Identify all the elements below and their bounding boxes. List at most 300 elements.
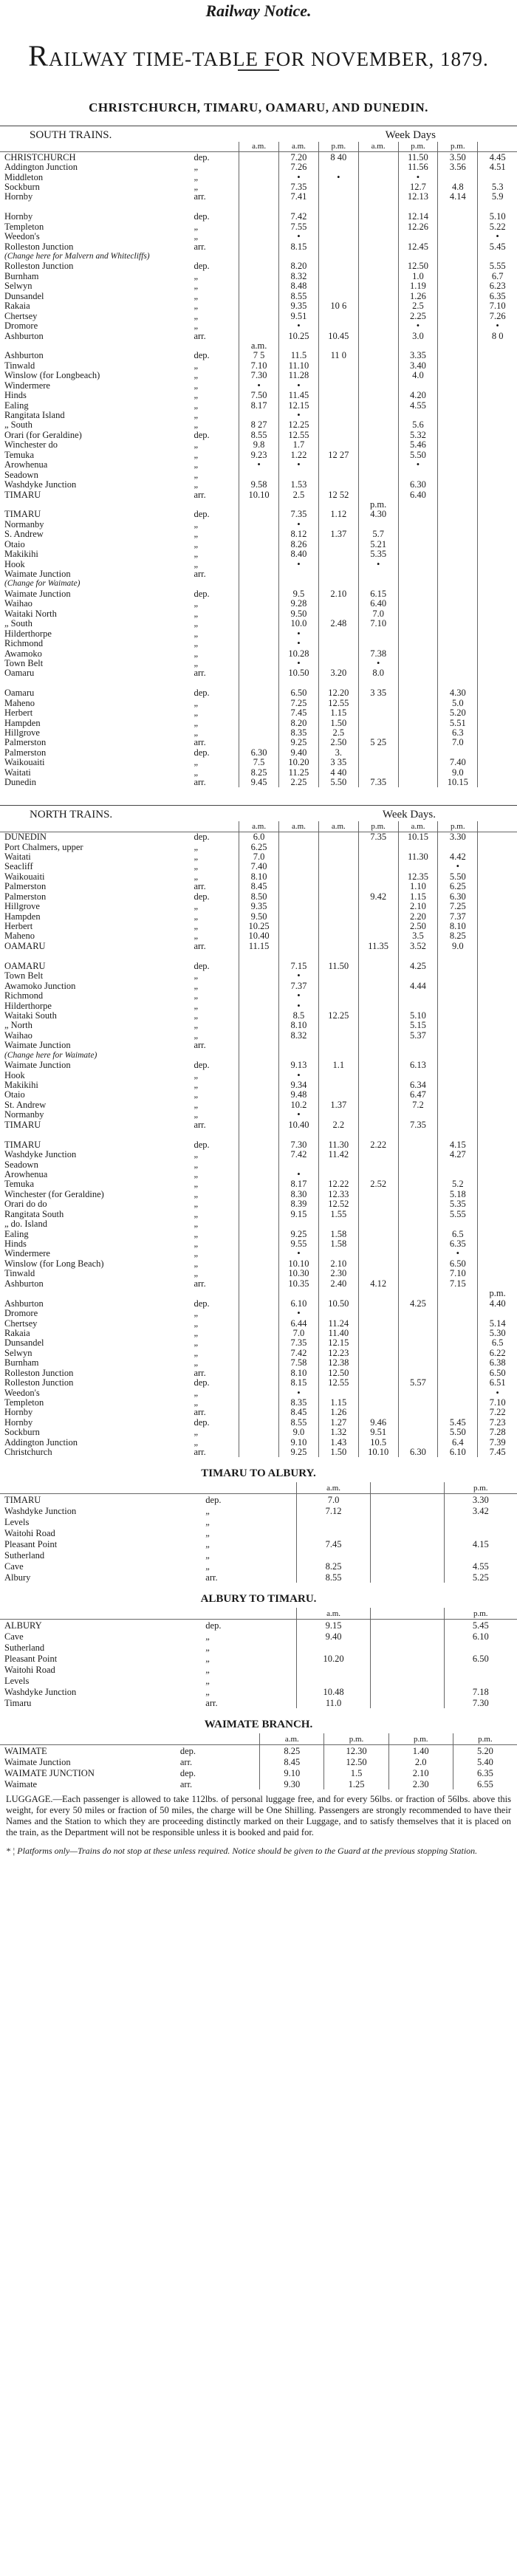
time-cell: 10.15 xyxy=(438,778,478,787)
time-cell: • xyxy=(279,559,319,569)
time-cell: • xyxy=(279,991,319,1001)
time-cell xyxy=(438,589,478,599)
time-cell xyxy=(398,659,438,668)
time-cell xyxy=(398,1159,438,1169)
arr-dep-marker: „ xyxy=(205,1538,210,1549)
time-cell xyxy=(239,1428,279,1437)
time-cell xyxy=(438,679,478,688)
time-cell xyxy=(239,1140,279,1149)
arr-dep-marker: „ xyxy=(194,172,199,182)
table-row xyxy=(0,1041,517,1050)
header-row xyxy=(0,1733,517,1745)
time-cell xyxy=(358,679,398,688)
time-cell: • xyxy=(279,381,319,391)
time-cell xyxy=(398,559,438,569)
station-name: Waitati xyxy=(4,767,31,778)
time-cell: 9.25 xyxy=(279,1229,319,1239)
arr-dep-marker: dep. xyxy=(205,1494,222,1505)
time-cell xyxy=(398,628,438,638)
time-cell xyxy=(318,648,358,658)
time-cell xyxy=(239,951,279,961)
time-cell: 6.25 xyxy=(438,882,478,891)
time-cell xyxy=(239,1001,279,1010)
station-name: Washdyke Junction xyxy=(4,1149,77,1160)
time-cell xyxy=(398,738,438,747)
time-cell xyxy=(478,411,517,420)
time-cell: 3.35 xyxy=(398,351,438,360)
table-row xyxy=(0,182,517,192)
arr-dep-marker: dep. xyxy=(194,261,210,272)
time-cell xyxy=(478,520,517,530)
time-cell xyxy=(478,371,517,380)
time-cell: 8.35 xyxy=(279,728,319,738)
column-header: a.m. xyxy=(279,142,319,152)
time-cell: 7.15 xyxy=(279,962,319,971)
time-cell xyxy=(478,1170,517,1179)
time-cell xyxy=(239,708,279,718)
station-name: Ashburton xyxy=(4,1298,44,1309)
time-cell xyxy=(398,609,438,619)
time-cell: 11.50 xyxy=(398,152,438,162)
station-name: Waihao xyxy=(4,1030,32,1041)
time-cell: a.m. xyxy=(239,341,279,351)
time-cell xyxy=(239,569,279,579)
time-cell: 7.42 xyxy=(279,1150,319,1159)
column-header: p.m. xyxy=(438,142,478,152)
table-row xyxy=(0,768,517,778)
time-cell xyxy=(398,1398,438,1408)
time-cell xyxy=(239,628,279,638)
time-cell: 8.20 xyxy=(279,718,319,727)
time-cell: 1.53 xyxy=(279,480,319,490)
time-cell: 9.25 xyxy=(279,738,319,747)
table-row xyxy=(0,708,517,718)
time-cell xyxy=(358,991,398,1001)
time-cell xyxy=(438,530,478,539)
time-cell xyxy=(438,540,478,549)
station-name: WAIMATE xyxy=(4,1745,47,1756)
time-cell: 5.18 xyxy=(438,1190,478,1199)
time-cell xyxy=(318,832,358,842)
time-cell: • xyxy=(478,1388,517,1397)
table-row xyxy=(0,589,517,599)
time-cell: 6.38 xyxy=(478,1358,517,1368)
time-cell: 11.5 xyxy=(279,351,319,360)
time-cell: 10.2 xyxy=(279,1100,319,1110)
arr-dep-marker: „ xyxy=(194,559,199,569)
header-blank xyxy=(0,1482,204,1494)
time-cell xyxy=(318,232,358,242)
time-cell xyxy=(239,668,279,678)
time-cell: 10.25 xyxy=(239,922,279,931)
arr-dep-marker: „ xyxy=(194,971,199,982)
time-cell: 7.45 xyxy=(478,1448,517,1457)
time-cell: 5.35 xyxy=(438,1199,478,1209)
time-cell xyxy=(239,500,279,510)
arr-dep-marker: dep. xyxy=(194,351,210,361)
time-cell xyxy=(239,1190,279,1199)
time-cell xyxy=(398,381,438,391)
time-cell xyxy=(279,852,319,862)
time-cell xyxy=(444,1549,517,1561)
time-cell xyxy=(239,530,279,539)
time-cell xyxy=(438,628,478,638)
time-cell xyxy=(398,768,438,778)
time-cell: 3.0 xyxy=(398,331,438,340)
time-cell xyxy=(239,1269,279,1278)
time-cell xyxy=(358,639,398,648)
arr-dep-marker: dep. xyxy=(194,688,210,699)
time-cell xyxy=(318,371,358,380)
time-cell xyxy=(478,470,517,479)
time-cell xyxy=(438,1358,478,1368)
time-cell xyxy=(239,648,279,658)
time-cell xyxy=(297,1549,371,1561)
time-cell xyxy=(239,679,279,688)
time-cell: 7 5 xyxy=(239,351,279,360)
time-cell xyxy=(438,579,478,589)
time-cell xyxy=(358,882,398,891)
time-cell xyxy=(398,639,438,648)
table-row xyxy=(0,832,517,842)
time-cell: 2.20 xyxy=(398,911,438,921)
table-row xyxy=(0,381,517,391)
time-cell xyxy=(279,931,319,941)
north-header xyxy=(0,809,517,821)
time-cell: 8.35 xyxy=(279,1398,319,1408)
time-cell xyxy=(438,1001,478,1010)
time-cell xyxy=(398,549,438,559)
time-cell: 10.40 xyxy=(279,1120,319,1130)
station-name: Hillgrove xyxy=(4,901,40,912)
time-cell: 5.2 xyxy=(438,1179,478,1189)
time-cell xyxy=(398,1229,438,1239)
table-row xyxy=(0,1620,517,1631)
time-cell xyxy=(358,431,398,440)
table-row xyxy=(0,460,517,470)
time-cell xyxy=(239,971,279,981)
time-cell xyxy=(318,1031,358,1041)
time-cell xyxy=(318,1021,358,1030)
table-row xyxy=(0,1021,517,1030)
column-header xyxy=(478,142,517,152)
time-cell: 10.15 xyxy=(398,832,438,842)
table-row xyxy=(0,981,517,990)
table-row xyxy=(0,1686,517,1697)
time-cell: 12.45 xyxy=(398,242,438,251)
time-cell: 6.50 xyxy=(478,1368,517,1378)
table-row xyxy=(0,1259,517,1269)
time-cell xyxy=(398,648,438,658)
time-cell xyxy=(358,1329,398,1338)
table-row xyxy=(0,1549,517,1561)
arr-dep-marker: „ xyxy=(194,1229,199,1239)
time-cell: 8.30 xyxy=(279,1190,319,1199)
time-cell: 11.24 xyxy=(318,1318,358,1328)
time-cell xyxy=(239,728,279,738)
table-row xyxy=(0,699,517,708)
time-cell: 6.34 xyxy=(398,1080,438,1090)
arr-dep-marker: „ xyxy=(205,1664,210,1675)
time-cell xyxy=(398,470,438,479)
station-name: Christchurch xyxy=(4,1448,52,1458)
time-cell xyxy=(398,232,438,242)
time-cell: • xyxy=(358,559,398,569)
time-cell: 8.55 xyxy=(279,292,319,301)
time-cell: • xyxy=(318,172,358,182)
time-cell xyxy=(358,1011,398,1021)
arr-dep-marker: arr. xyxy=(194,242,206,252)
time-cell xyxy=(478,1130,517,1140)
table-row xyxy=(0,1080,517,1090)
table-row xyxy=(0,549,517,559)
time-cell: • xyxy=(279,1309,319,1318)
title-text: AILWAY TIME-TABLE FOR NOVEMBER, 1879. xyxy=(48,48,489,70)
arr-dep-marker: dep. xyxy=(205,1620,222,1631)
time-cell: 10.20 xyxy=(297,1653,371,1664)
arr-dep-marker: „ xyxy=(194,1239,199,1250)
time-cell xyxy=(478,252,517,261)
time-cell: 12.22 xyxy=(318,1179,358,1189)
time-cell xyxy=(358,341,398,351)
time-cell xyxy=(239,1398,279,1408)
time-cell: 10.48 xyxy=(297,1686,371,1697)
time-cell: 7.45 xyxy=(279,708,319,718)
time-cell xyxy=(239,1150,279,1159)
time-cell: 10.35 xyxy=(279,1279,319,1289)
table-row xyxy=(0,911,517,921)
time-cell: 9.10 xyxy=(260,1767,324,1778)
time-cell: 5.21 xyxy=(358,540,398,549)
time-cell: • xyxy=(398,172,438,182)
table-row xyxy=(0,1170,517,1179)
time-cell: 2.50 xyxy=(318,738,358,747)
arr-dep-marker: „ xyxy=(194,1308,199,1319)
table-row xyxy=(0,470,517,479)
arr-dep-marker: „ xyxy=(194,1199,199,1210)
time-cell xyxy=(478,708,517,718)
arr-dep-marker: „ xyxy=(194,1149,199,1160)
time-cell: • xyxy=(478,232,517,242)
table-row xyxy=(0,202,517,212)
time-cell xyxy=(318,420,358,430)
arr-dep-marker: „ xyxy=(194,1001,199,1011)
time-cell xyxy=(318,261,358,271)
arr-dep-marker: „ xyxy=(194,460,199,470)
time-cell: • xyxy=(279,321,319,331)
time-cell xyxy=(478,971,517,981)
station-name: Winchester (for Geraldine) xyxy=(4,1189,104,1199)
time-cell: 5.30 xyxy=(478,1329,517,1338)
arr-dep-marker: „ xyxy=(194,1209,199,1219)
arr-dep-marker: „ xyxy=(194,479,199,490)
station-name: Levels xyxy=(4,1516,30,1527)
station-name: Winchester do xyxy=(4,440,58,451)
time-cell: 5.0 xyxy=(438,699,478,708)
time-cell xyxy=(478,1159,517,1169)
station-name: Pleasant Point xyxy=(4,1653,58,1664)
time-cell: 8.10 xyxy=(279,1021,319,1030)
time-cell xyxy=(438,301,478,311)
time-cell xyxy=(438,1298,478,1308)
arr-dep-marker: arr. xyxy=(205,1572,218,1583)
north-week-days: Week Days. xyxy=(382,809,436,821)
time-cell: 7.10 xyxy=(438,1269,478,1278)
time-cell xyxy=(358,922,398,931)
time-cell: 6.44 xyxy=(279,1318,319,1328)
time-cell: 11.10 xyxy=(279,361,319,371)
table-row xyxy=(0,500,517,510)
time-cell xyxy=(279,679,319,688)
south-trains-section xyxy=(0,129,517,787)
time-cell: 3.30 xyxy=(444,1494,517,1506)
time-cell xyxy=(279,341,319,351)
arr-dep-marker: „ xyxy=(194,231,199,242)
time-cell: • xyxy=(239,460,279,470)
time-cell xyxy=(398,1051,438,1061)
table-row xyxy=(0,1249,517,1258)
table-row xyxy=(0,1190,517,1199)
time-cell: 4.0 xyxy=(398,371,438,380)
time-cell xyxy=(358,1219,398,1229)
table-row xyxy=(0,1298,517,1308)
station-name: Arowhenua xyxy=(4,460,48,470)
time-cell: 5 25 xyxy=(358,738,398,747)
time-cell: 4 40 xyxy=(318,768,358,778)
time-cell xyxy=(398,728,438,738)
time-cell: 6.3 xyxy=(438,728,478,738)
time-cell xyxy=(358,902,398,911)
time-cell: 8.32 xyxy=(279,272,319,281)
station-name: Windermere xyxy=(4,1249,50,1259)
column-header: p.m. xyxy=(438,821,478,832)
time-cell xyxy=(370,1561,444,1572)
time-cell xyxy=(398,411,438,420)
time-cell xyxy=(478,1011,517,1021)
time-cell xyxy=(478,699,517,708)
time-cell xyxy=(358,1001,398,1010)
time-cell xyxy=(239,1239,279,1249)
south-week-days: Week Days xyxy=(385,129,436,141)
station-name: ALBURY xyxy=(4,1620,42,1631)
time-cell xyxy=(358,272,398,281)
time-cell xyxy=(438,411,478,420)
arr-dep-marker: „ xyxy=(194,281,199,292)
time-cell: 8.55 xyxy=(279,1418,319,1428)
time-cell xyxy=(438,311,478,321)
time-cell xyxy=(398,718,438,727)
time-cell xyxy=(358,232,398,242)
time-cell: 7.22 xyxy=(478,1408,517,1417)
time-cell: 1.32 xyxy=(318,1428,358,1437)
station-name: S. Andrew xyxy=(4,530,44,540)
time-cell xyxy=(239,1418,279,1428)
arr-dep-marker: „ xyxy=(194,549,199,560)
time-cell: 7.39 xyxy=(478,1438,517,1448)
time-cell: 7.2 xyxy=(398,1100,438,1110)
time-cell xyxy=(438,991,478,1001)
time-cell: 8.48 xyxy=(279,281,319,291)
arr-dep-marker: „ xyxy=(194,1249,199,1259)
time-cell xyxy=(358,1309,398,1318)
time-cell: • xyxy=(279,1388,319,1397)
arr-dep-marker: dep. xyxy=(194,832,210,843)
time-cell xyxy=(239,152,279,162)
time-cell: 3.52 xyxy=(398,942,438,951)
time-cell: 6.22 xyxy=(478,1349,517,1358)
albury-timaru-table xyxy=(0,1608,517,1708)
station-name: TIMARU xyxy=(4,1494,41,1505)
station-name: Templeton xyxy=(4,1397,44,1408)
table-row xyxy=(0,281,517,291)
time-cell xyxy=(358,152,398,162)
time-cell xyxy=(438,1021,478,1030)
time-cell xyxy=(398,1130,438,1140)
station-name: Hillgrove xyxy=(4,727,40,739)
time-cell xyxy=(318,951,358,961)
time-cell xyxy=(318,1051,358,1061)
arr-dep-marker: „ xyxy=(194,981,199,991)
time-cell xyxy=(478,648,517,658)
time-cell xyxy=(370,1631,444,1642)
time-cell: 8.25 xyxy=(260,1745,324,1757)
time-cell: 9.10 xyxy=(279,1438,319,1448)
time-cell xyxy=(358,460,398,470)
table-row xyxy=(0,1398,517,1408)
time-cell xyxy=(438,1110,478,1120)
arr-dep-marker: „ xyxy=(205,1549,210,1561)
time-cell: 10.10 xyxy=(279,1259,319,1269)
table-row xyxy=(0,451,517,460)
time-cell xyxy=(478,451,517,460)
time-cell xyxy=(478,1190,517,1199)
station-name: Hornby xyxy=(4,212,33,222)
table-row xyxy=(0,1767,517,1778)
table-row xyxy=(0,1239,517,1249)
time-cell xyxy=(478,951,517,961)
table-row xyxy=(0,1418,517,1428)
time-cell xyxy=(438,1061,478,1070)
station-name: Otaio xyxy=(4,1090,25,1100)
station-name: Rakaia xyxy=(4,301,30,312)
time-cell: 8.26 xyxy=(279,540,319,549)
time-cell xyxy=(438,1159,478,1169)
time-cell xyxy=(478,659,517,668)
time-cell: 5.50 xyxy=(438,872,478,882)
time-cell xyxy=(438,648,478,658)
time-cell xyxy=(318,381,358,391)
time-cell xyxy=(478,1150,517,1159)
station-name: Washdyke Junction xyxy=(4,1686,77,1697)
time-cell xyxy=(478,1140,517,1149)
station-name: Weedon's xyxy=(4,1388,40,1398)
time-cell xyxy=(279,1159,319,1169)
time-cell xyxy=(239,1408,279,1417)
time-cell xyxy=(438,351,478,360)
mid-rule xyxy=(0,805,517,806)
arr-dep-marker: „ xyxy=(194,321,199,332)
table-row xyxy=(0,1675,517,1686)
station-name: Seadown xyxy=(4,1159,38,1170)
time-cell: 7.38 xyxy=(358,648,398,658)
time-cell xyxy=(318,431,358,440)
time-cell xyxy=(358,1358,398,1368)
time-cell xyxy=(279,842,319,852)
time-cell xyxy=(318,252,358,261)
time-cell: 7.20 xyxy=(279,152,319,162)
time-cell xyxy=(318,1041,358,1050)
station-name: Tinwald xyxy=(4,1269,35,1279)
